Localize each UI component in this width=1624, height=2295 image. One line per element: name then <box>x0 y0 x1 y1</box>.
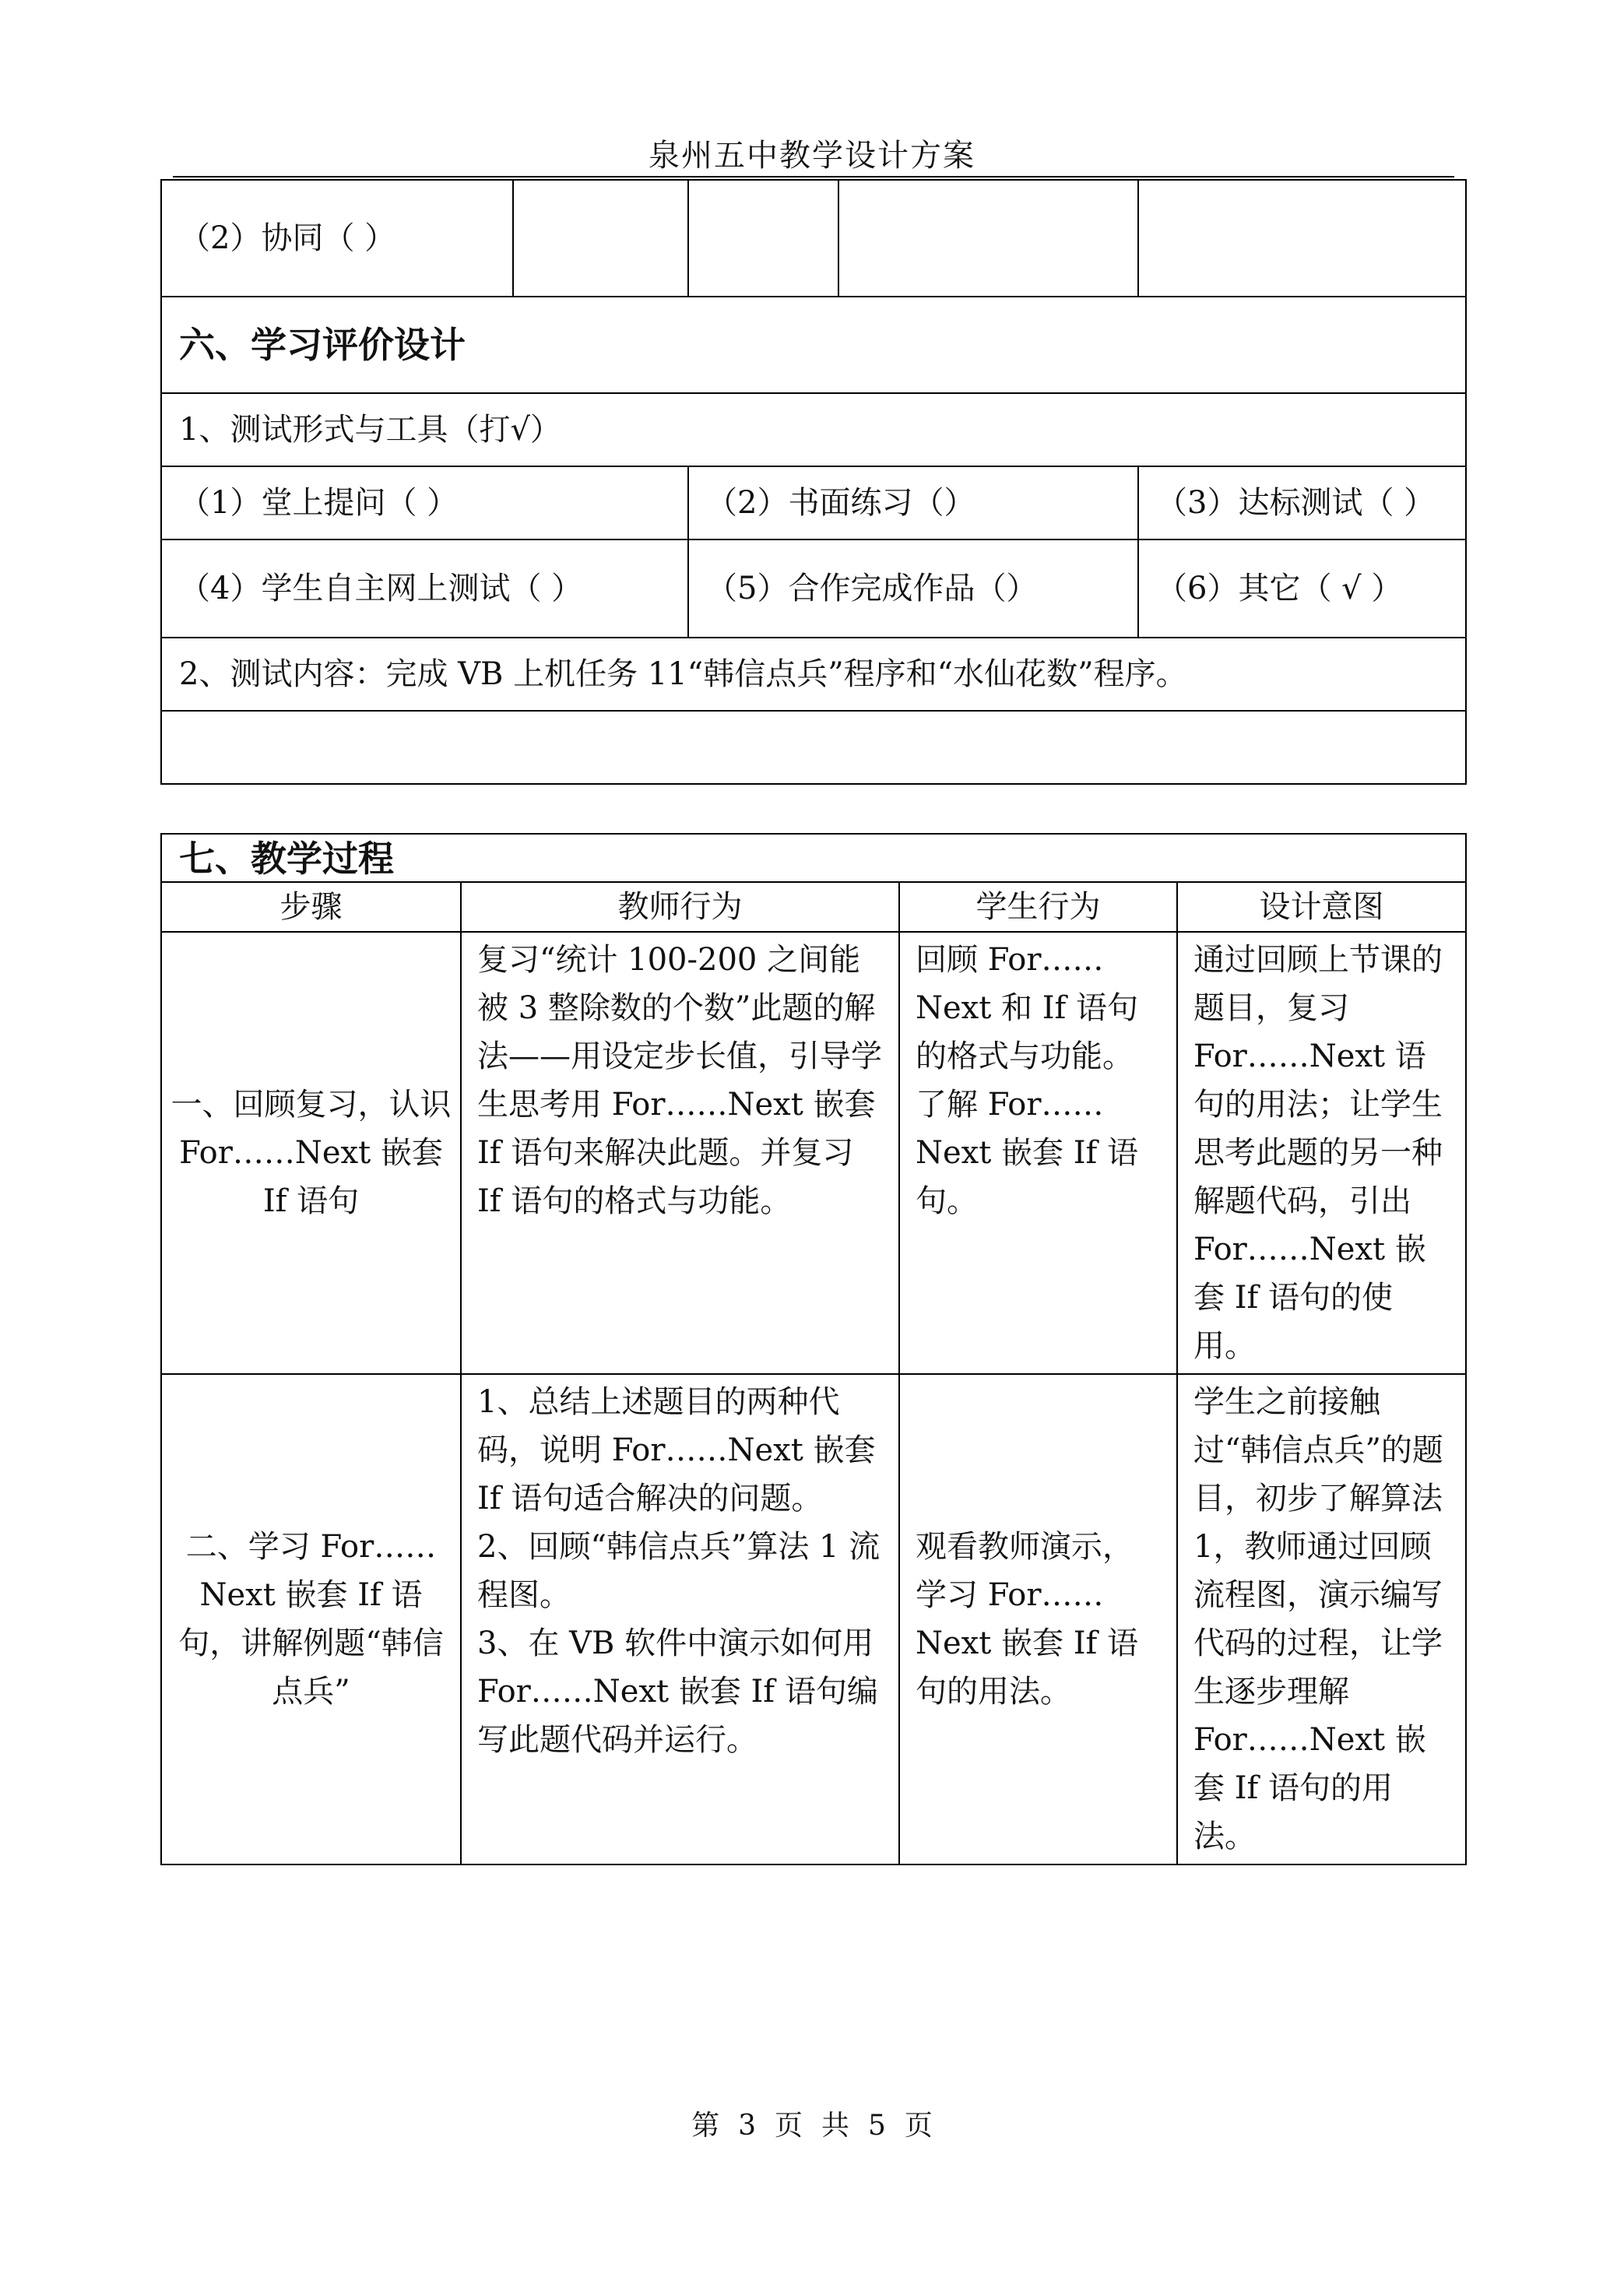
collab-label: （2）协同（ ） <box>161 180 513 297</box>
option-4: （4）学生自主网上测试（ ） <box>161 539 688 638</box>
footer-total-label: 共 <box>821 2110 850 2142</box>
intent-2: 学生之前接触过“韩信点兵”的题目，初步了解算法 1，教师通过回顾流程图，演示编写代码的过程，让学生逐步理解 For……Next 嵌套 If 语句的用法。 <box>1177 1374 1466 1864</box>
footer-total-number: 5 <box>868 2110 886 2142</box>
footer-total-unit: 页 <box>904 2110 933 2142</box>
page-header-title: 泉州五中教学设计方案 <box>649 138 975 174</box>
footer-page-label: 第 <box>691 2110 720 2142</box>
col-header-intent: 设计意图 <box>1177 882 1466 932</box>
collab-cell-4 <box>1138 180 1466 297</box>
process-table <box>160 833 1467 1865</box>
header-rule <box>173 176 1454 177</box>
teacher-2-line-2: 2、回顾“韩信点兵”算法 1 流程图。 <box>477 1529 881 1613</box>
option-2: （2）书面练习（） <box>688 466 1138 539</box>
step-1: 一、回顾复习，认识 For……Next 嵌套 If 语句 <box>161 932 461 1374</box>
test-form-label: 1、测试形式与工具（打√） <box>161 393 1466 466</box>
option-3: （3）达标测试（ ） <box>1138 466 1466 539</box>
teacher-1: 复习“统计 100-200 之间能被 3 整除数的个数”此题的解法——用设定步长值，引导学生思考用 For……Next 嵌套 If 语句来解决此题。并复习 If 语句的格式与功能。 <box>461 932 899 1374</box>
intent-1: 通过回顾上节课的题目，复习 For……Next 语句的用法；让学生思考此题的另一种解题代码，引出 For……Next 嵌套 If 语句的使用。 <box>1177 932 1466 1374</box>
footer-page-number: 3 <box>738 2110 756 2142</box>
teacher-2 <box>461 1374 899 1864</box>
teacher-2-line-3: 3、在 VB 软件中演示如何用 For……Next 嵌套 If 语句编写此题代码并运行。 <box>477 1625 878 1758</box>
option-1: （1）堂上提问（ ） <box>161 466 688 539</box>
step-2: 二、学习 For……Next 嵌套 If 语句，讲解例题“韩信点兵” <box>161 1374 461 1864</box>
collab-cell-1 <box>513 180 688 297</box>
col-header-step: 步骤 <box>161 882 461 932</box>
evaluation-table <box>160 179 1467 785</box>
collab-cell-3 <box>838 180 1138 297</box>
collab-cell-2 <box>688 180 838 297</box>
student-1: 回顾 For……Next 和 If 语句的格式与功能。了解 For……Next 嵌套 If 语句。 <box>899 932 1177 1374</box>
option-5: （5）合作完成作品（） <box>688 539 1138 638</box>
section7-title: 七、教学过程 <box>161 834 1466 882</box>
footer-page-unit: 页 <box>774 2110 803 2142</box>
col-header-teacher: 教师行为 <box>461 882 899 932</box>
option-6: （6）其它（ √ ） <box>1138 539 1466 638</box>
student-2: 观看教师演示，学习 For……Next 嵌套 If 语句的用法。 <box>899 1374 1177 1864</box>
teacher-2-line-1: 1、总结上述题目的两种代码，说明 For……Next 嵌套 If 语句适合解决的问题。 <box>477 1384 876 1517</box>
empty-row <box>161 711 1466 784</box>
section6-title: 六、学习评价设计 <box>161 297 1466 393</box>
test-content: 2、测试内容：完成 VB 上机任务 11“韩信点兵”程序和“水仙花数”程序。 <box>161 638 1466 711</box>
page-footer <box>0 2103 1624 2143</box>
col-header-student: 学生行为 <box>899 882 1177 932</box>
